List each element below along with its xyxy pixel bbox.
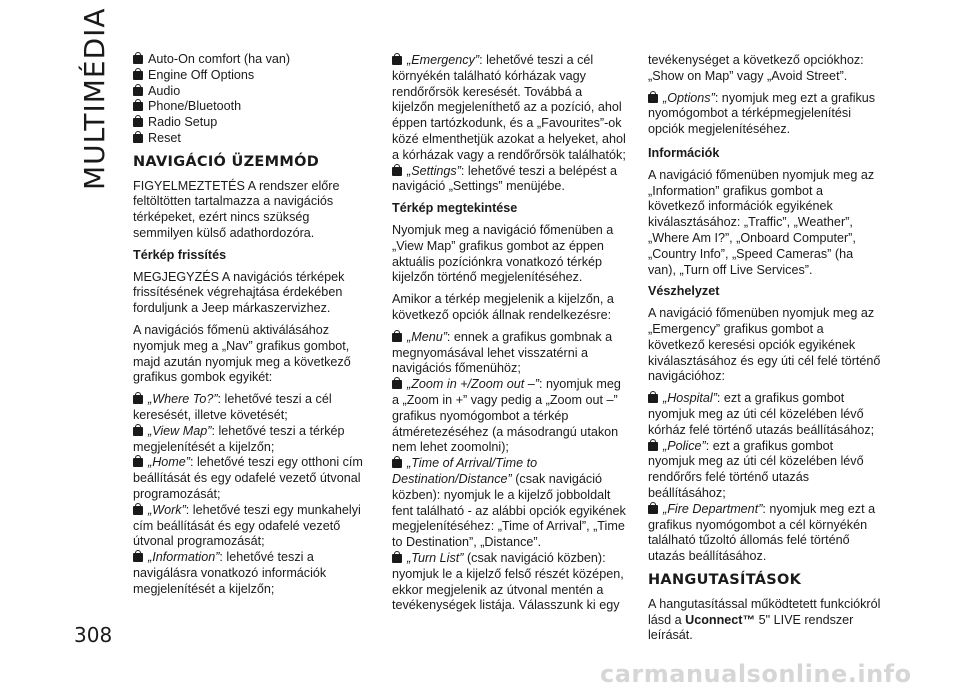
hand-pointer-icon	[392, 167, 402, 176]
note-text: MEGJEGYZÉS A navigációs térképek frissítésének végrehajtása érdekében forduljunk a Jeep márkaszervizhez.	[133, 269, 345, 316]
hand-pointer-icon	[392, 333, 402, 342]
map-view-heading: Térkép megtekintése	[392, 201, 518, 216]
list-item: „Home”: lehetővé teszi egy otthoni cím beállítását és egy odafelé vezető útvonal programozását;	[133, 455, 363, 501]
hand-pointer-icon	[133, 55, 143, 64]
list-item: „Fire Department”: nyomjuk meg ezt a grafikus nyomógombot a cél környékén található tűzoltó állomás felé történő utazás beállításához.	[648, 501, 876, 564]
hand-pointer-icon	[133, 506, 143, 515]
hand-pointer-icon	[133, 553, 143, 562]
hand-pointer-icon	[392, 56, 402, 65]
hand-pointer-icon	[133, 458, 143, 467]
hand-pointer-icon	[648, 94, 658, 103]
continued-text: tevékenységet a következő opciókhoz: „Show on Map” vagy „Avoid Street”.	[648, 53, 864, 83]
map-view-options-intro: Amikor a térkép megjelenik a kijelzőn, a következő opciók állnak rendelkezésre:	[392, 292, 614, 322]
list-item: „Turn List” (csak navigáció közben): nyomjuk le a kijelző felső részét középen, ekkor megjelenik az útvonal mentén a tevékenységek listája. Válasszunk ki egy	[392, 550, 624, 613]
list-item: „Police”: ezt a grafikus gombot nyomjuk meg az úti cél közelében lévő rendőrőrs felé történő utazás beállításához;	[648, 438, 864, 500]
emergency-option-list	[648, 391, 882, 565]
menu-list	[133, 52, 367, 147]
list-item: „Hospital”: ezt a grafikus gombot nyomjuk meg az úti cél közelében lévő kórház felé történő utazás beállításához;	[648, 391, 875, 437]
map-view-text: Nyomjuk meg a navigáció főmenüben a „View Map” grafikus gombot az éppen aktuális pozíciónkra vonatkozó térkép kijelzőn történő megjelenítéséhez.	[392, 222, 614, 285]
list-item: Audio	[133, 84, 367, 100]
voice-commands-text: A hangutasítással működtetett funkciókról lásd a Uconnect™ 5" LIVE rendszer leírását.	[648, 596, 881, 643]
list-item: „Emergency”: lehetővé teszi a cél környékén található kórházak vagy rendőrőrsök keresését. Továbbá a kijelzőn megjeleníthető az a pozíció, ahol éppen tartózkodunk, és a „Favourites”-ok közé elmenthetjük azokat a helyeket, ahol a kórházak vagy a rendőrőrsök találhatók;	[392, 53, 626, 162]
info-text: A navigáció főmenüben nyomjuk meg az „Information” grafikus gombot a következő információk egyikének kiválasztásához: „Traffic”, „Weather”, „Where Am I?”, „Onboard Computer”, „Country Info”, „Speed Cameras” (ha van), „Turn off Live Services”.	[648, 167, 875, 277]
map-option-list	[392, 330, 626, 614]
hand-pointer-icon	[133, 87, 143, 96]
list-item: „Where To?”: lehetővé teszi a cél keresését, illetve követését;	[133, 392, 332, 422]
map-update-heading: Térkép frissítés	[133, 247, 227, 262]
list-item: „Options”: nyomjuk meg ezt a grafikus nyomógombot a térképmegjelenítési opciók megjelenítéséhez.	[648, 90, 876, 137]
hand-pointer-icon	[133, 102, 143, 111]
list-item: „Time of Arrival/Time to Destination/Distance” (csak navigáció közben): nyomjuk le a kijelző jobboldalt fent található - az alábbi opciók egyikének megjelenítéséhez: „Time of Arrival”, „Time to Destination”, „Distance”.	[392, 456, 626, 550]
emergency-text: A navigáció főmenüben nyomjuk meg az „Emergency” grafikus gombot a következő keresési opciók egyikének kiválasztásához és egy úti cél felé történő navigációhoz:	[648, 306, 881, 384]
hand-pointer-icon	[133, 134, 143, 143]
list-item: „Information”: lehetővé teszi a navigálásra vonatkozó információk megjelenítését a kijelzőn;	[133, 550, 327, 596]
hand-pointer-icon	[392, 459, 402, 468]
column-1	[133, 52, 367, 598]
info-heading: Információk	[648, 145, 720, 160]
list-item: Auto-On comfort (ha van)	[133, 52, 367, 68]
voice-commands-heading: HANGUTASÍTÁSOK	[648, 571, 802, 588]
hand-pointer-icon	[133, 395, 143, 404]
hand-pointer-icon	[648, 394, 658, 403]
list-item: „Zoom in +/Zoom out –”: nyomjuk meg a „Zoom in +” vagy pedig a „Zoom out –” grafikus nyomógombot a térkép átméretezéséhez (a másodrangú utakon nem lehet zoomolni);	[392, 377, 621, 455]
warning-text: FIGYELMEZTETÉS A rendszer előre feltöltötten tartalmazza a navigációs térképeket, ezért nincs szükség semmilyen külső adathordozóra.	[133, 178, 340, 240]
watermark: carmanualsonline.info	[600, 660, 912, 688]
list-item: Radio Setup	[133, 115, 367, 131]
list-item: „Settings”: lehetővé teszi a belépést a navigáció „Settings” menüjébe.	[392, 163, 618, 194]
list-item: „View Map”: lehetővé teszi a térkép megjelenítését a kijelzőn;	[133, 423, 345, 454]
brand-name: Uconnect™	[685, 612, 756, 627]
hand-pointer-icon	[648, 442, 658, 451]
list-item: „Menu”: ennek a grafikus gombnak a megnyomásával lehet visszatérni a navigációs főmenühöz;	[392, 329, 613, 376]
hand-pointer-icon	[133, 71, 143, 80]
hand-pointer-icon	[648, 505, 658, 514]
list-item: „Work”: lehetővé teszi egy munkahelyi cím beállítását és egy odafelé vezető útvonal programozását;	[133, 502, 361, 549]
hand-pointer-icon	[392, 554, 402, 563]
column-2	[392, 53, 626, 614]
list-item: Engine Off Options	[133, 68, 367, 84]
emergency-heading: Vészhelyzet	[648, 284, 720, 299]
activation-text: A navigációs főmenü aktiválásához nyomjuk meg a „Nav” grafikus gombot, majd azután nyomjuk meg a következő grafikus gombok egyikét:	[133, 322, 351, 385]
list-item: Reset	[133, 131, 367, 147]
list-item: Phone/Bluetooth	[133, 99, 367, 115]
hand-pointer-icon	[133, 427, 143, 436]
nav-button-list	[133, 392, 367, 597]
section-title: MULTIMÉDIA	[78, 7, 111, 190]
hand-pointer-icon	[392, 380, 402, 389]
page-number: 308	[74, 623, 113, 647]
nav-mode-heading: NAVIGÁCIÓ ÜZEMMÓD	[133, 153, 320, 170]
column-3	[648, 53, 882, 650]
hand-pointer-icon	[133, 118, 143, 127]
